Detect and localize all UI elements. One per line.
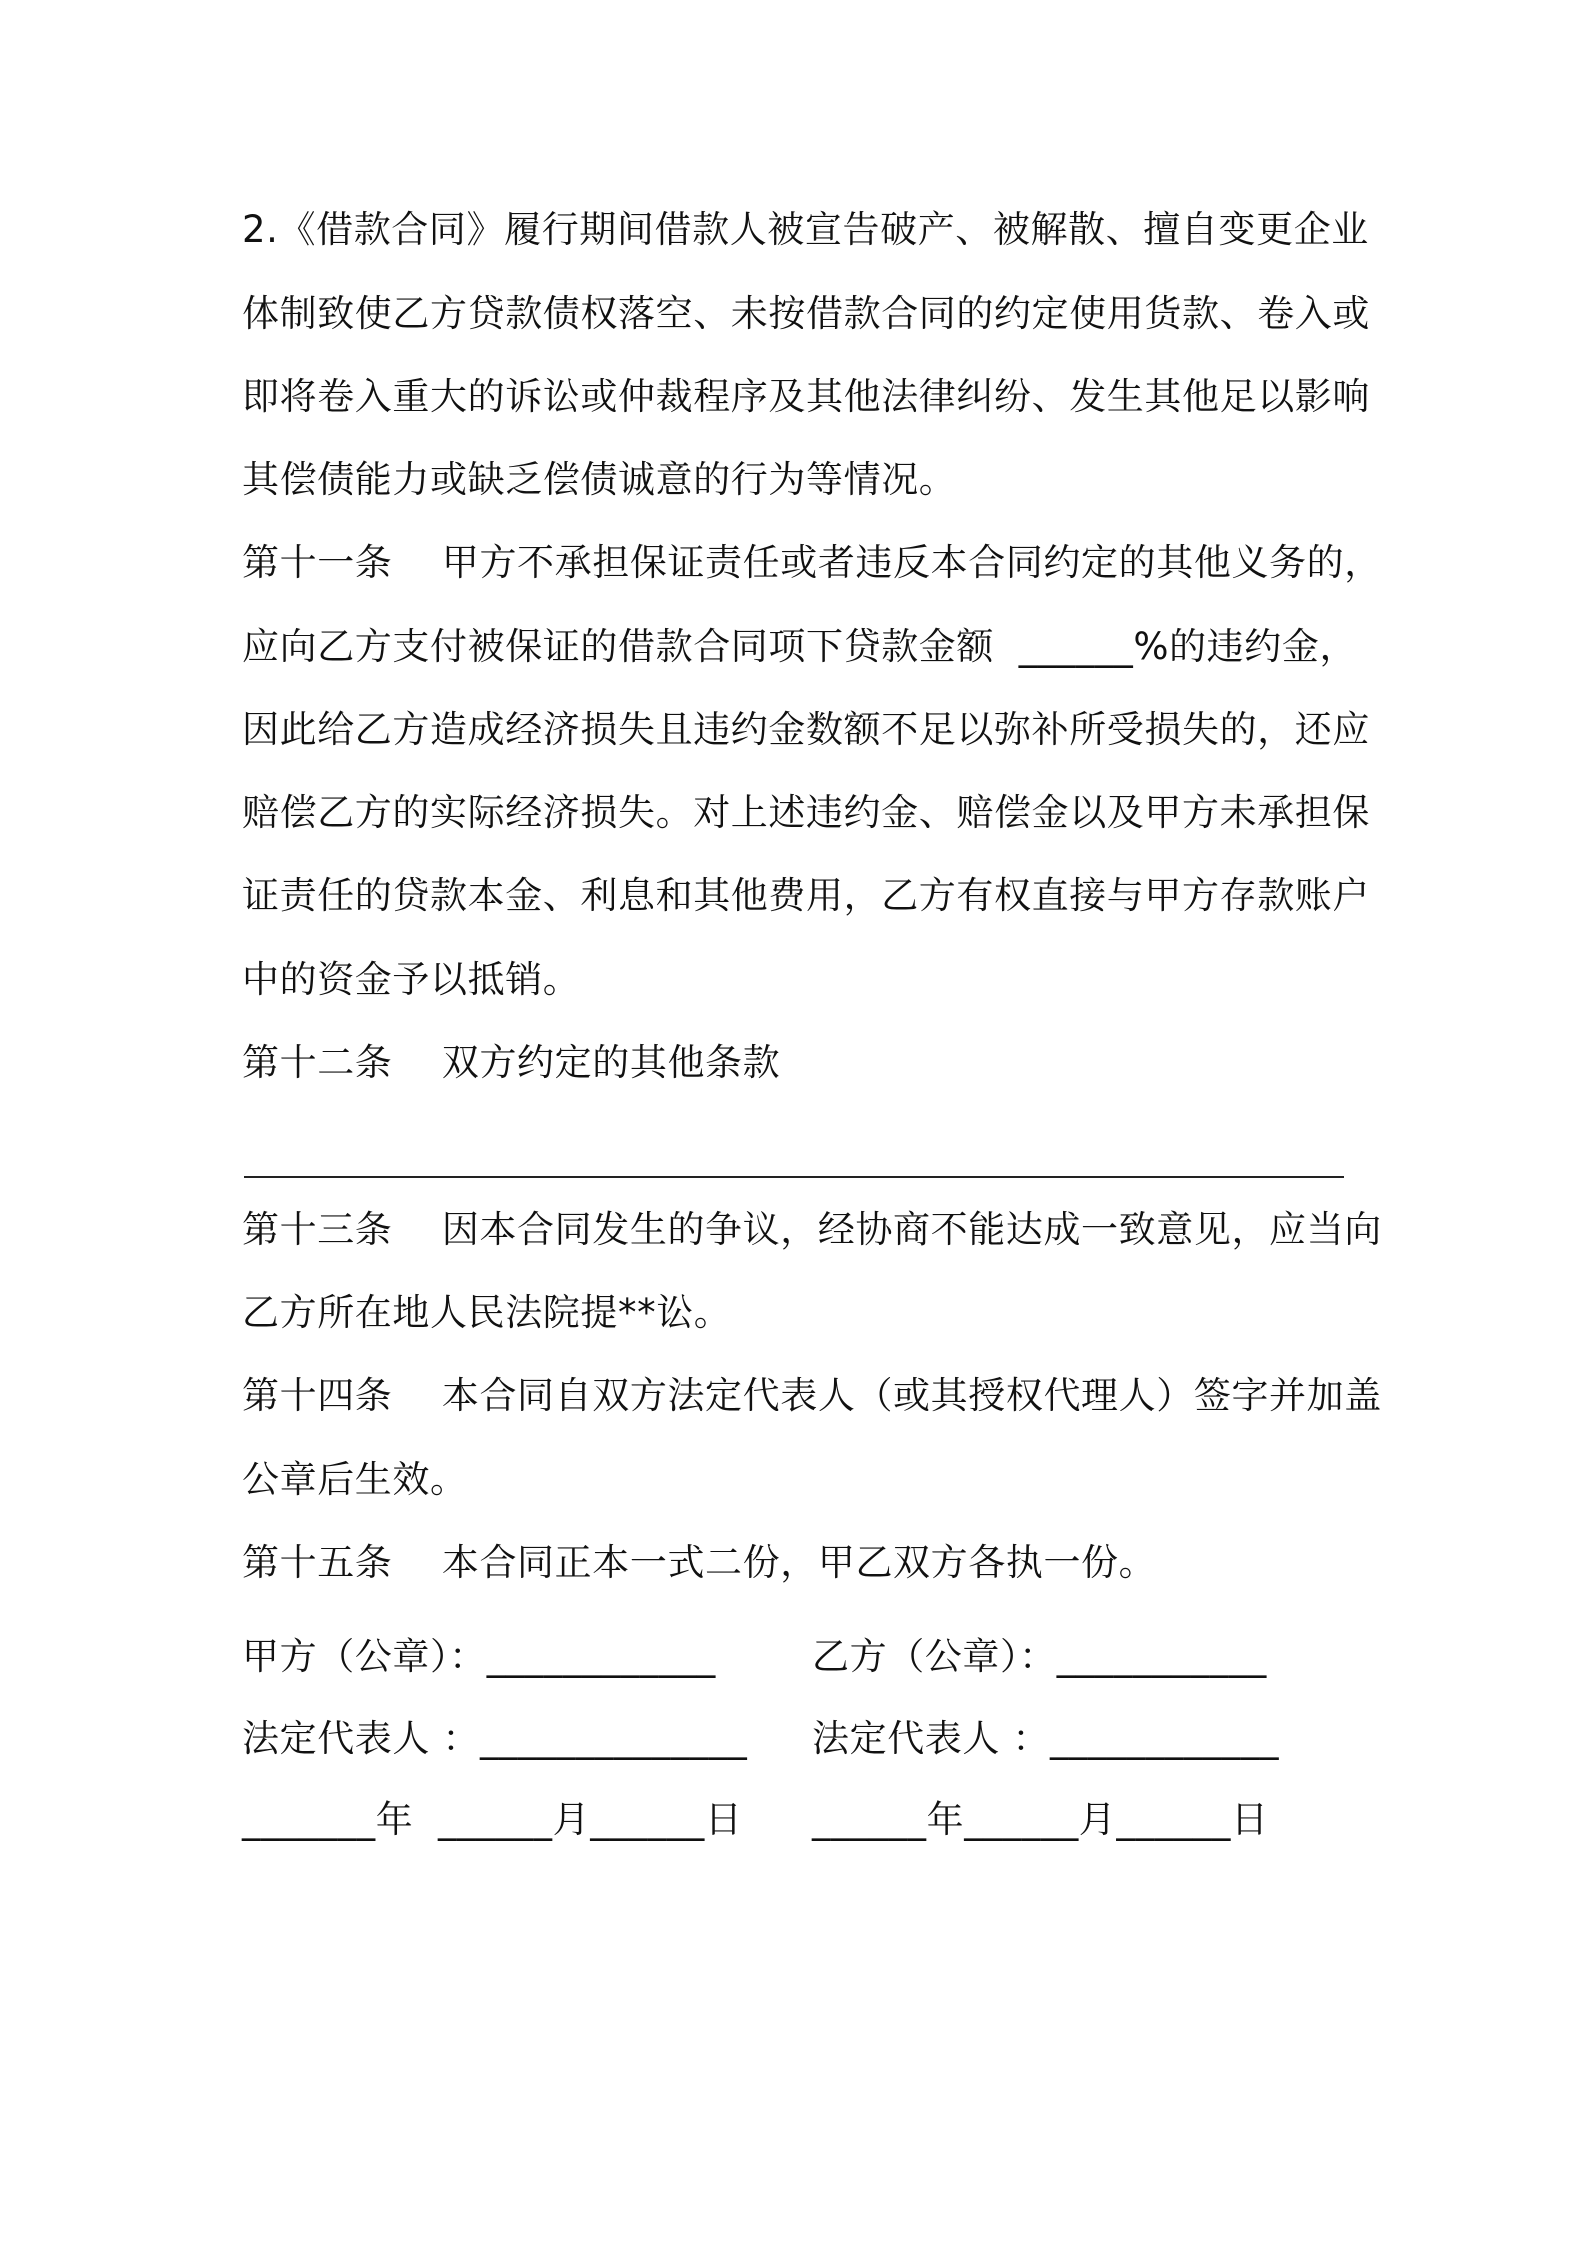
clause-11-line: 因此给乙方造成经济损失且违约金数额不足以弥补所受损失的，还应 [242,708,1370,751]
party-b-seal-field: 乙方（公章）：___________ [812,1635,1267,1678]
party-b-date-field: ______年______月______日 [812,1798,1269,1841]
party-a-representative-field: 法定代表人 ：______________ [242,1717,748,1760]
party-b-representative-field: 法定代表人 ：____________ [812,1717,1280,1760]
clause-14-line: 公章后生效。 [242,1458,468,1501]
clause-10-item2-line: 即将卷入重大的诉讼或仲裁程序及其他法律纠纷、发生其他足以影响 [242,375,1370,418]
clause-13-line: 乙方所在地人民法院提**讼。 [242,1291,732,1334]
party-a-seal-field: 甲方（公章）：____________ [242,1635,716,1678]
clause-13-line: 第十三条 因本合同发生的争议，经协商不能达成一致意见，应当向 [242,1208,1382,1251]
clause-10-item2-line: 其偿债能力或缺乏偿债诚意的行为等情况。 [242,458,957,501]
clause-10-item2-line: 体制致使乙方贷款债权落空、未按借款合同的约定使用货款、卷入或 [242,292,1370,335]
clause-11-line: 中的资金予以抵销。 [242,958,581,1001]
clause-11-line: 应向乙方支付被保证的借款合同项下贷款金额 ______%的违约金， [242,625,1358,668]
clause-14-line: 第十四条 本合同自双方法定代表人（或其授权代理人）签字并加盖 [242,1374,1382,1417]
blank-fill-rule [244,1176,1344,1178]
party-a-date-field: _______年 ______月______日 [242,1798,743,1841]
clause-11-line: 证责任的贷款本金、利息和其他费用，乙方有权直接与甲方存款账户 [242,874,1370,917]
clause-12-line: 第十二条 双方约定的其他条款 [242,1041,781,1084]
clause-11-line: 第十一条 甲方不承担保证责任或者违反本合同约定的其他义务的， [242,541,1382,584]
clause-10-item2-line: 2.《借款合同》履行期间借款人被宣告破产、被解散、擅自变更企业 [242,208,1369,251]
clause-15-line: 第十五条 本合同正本一式二份，甲乙双方各执一份。 [242,1541,1157,1584]
clause-11-line: 赔偿乙方的实际经济损失。对上述违约金、赔偿金以及甲方未承担保 [242,791,1370,834]
